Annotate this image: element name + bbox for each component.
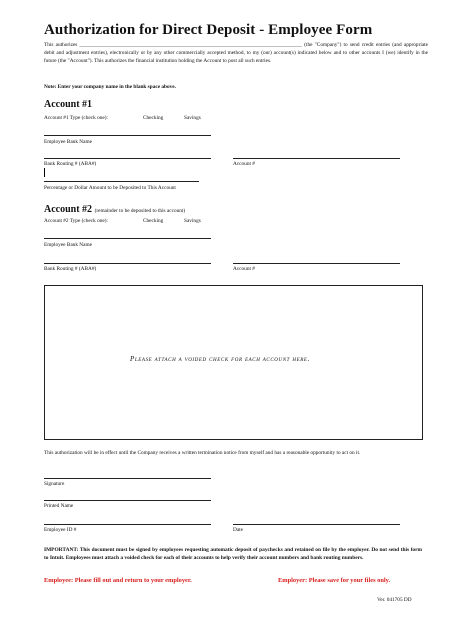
account1-savings-option[interactable]: Savings xyxy=(184,115,201,121)
authorization-terms: This authorization will be in effect until the Company receives a written termination notice from myself and has a reasonable opportunity to act on it. xyxy=(44,450,361,456)
account1-account-number-field[interactable] xyxy=(233,158,400,159)
important-notice: IMPORTANT: This document must be signed by employees requesting automatic deposit of paychecks and retained on file by the employer. Do not send this form to Intuit. Employees must attach a voided check for each of their accounts to help verify their account numbers and bank routing numbers. xyxy=(44,547,422,562)
account1-percent-field[interactable] xyxy=(44,181,199,182)
account1-bank-name-label: Employee Bank Name xyxy=(44,139,92,145)
printed-name-field[interactable] xyxy=(44,500,211,501)
account2-heading-text: Account #2 xyxy=(44,204,93,215)
employee-id-field[interactable] xyxy=(44,524,211,525)
signature-field[interactable] xyxy=(44,478,211,479)
account1-type-label: Account #1 Type (check one): xyxy=(44,115,108,121)
account1-routing-field[interactable] xyxy=(44,158,211,159)
account2-type-label: Account #2 Type (check one): xyxy=(44,218,108,224)
account1-routing-label: Bank Routing # (ABA#) xyxy=(44,161,97,167)
account2-account-number-field[interactable] xyxy=(233,263,400,264)
employer-instruction: Employer: Please save for your files only. xyxy=(278,577,391,584)
account2-bank-name-field[interactable] xyxy=(44,238,211,239)
account2-routing-label: Bank Routing # (ABA#) xyxy=(44,266,97,272)
account2-heading xyxy=(44,204,185,215)
attach-check-instruction: Please attach a voided check for each account here. xyxy=(130,355,310,363)
account1-account-number-label: Account # xyxy=(233,161,255,167)
authorization-intro: This authorizes ____________________________________________________________________________________ (the "Company") to send credit entries (and appropriate debit and adjustment entries), electronically or by any other commercially accepted method, to my (our) account(s) indicated below and to other accounts I (we) identify in the future (the "Account"). This authorizes the financial institution holding the Account to post all such entries. xyxy=(44,42,428,64)
account2-bank-name-label: Employee Bank Name xyxy=(44,242,92,248)
company-name-note: Note: Enter your company name in the blank space above. xyxy=(44,84,176,90)
account2-checking-option[interactable]: Checking xyxy=(143,218,164,224)
text-cursor xyxy=(44,168,45,177)
account1-percent-label: Percentage or Dollar Amount to be Deposited to This Account xyxy=(44,185,176,191)
account1-bank-name-field[interactable] xyxy=(44,135,211,136)
account2-account-number-label: Account # xyxy=(233,266,255,272)
account2-heading-note: (remainder to be deposited to this account) xyxy=(94,208,186,214)
account2-savings-option[interactable]: Savings xyxy=(184,218,201,224)
version-label: Ver. 041705 DD xyxy=(377,597,412,603)
employee-instruction: Employee: Please fill out and return to your employer. xyxy=(44,577,192,584)
date-label: Date xyxy=(233,527,243,533)
date-field[interactable] xyxy=(233,524,400,525)
printed-name-label: Printed Name xyxy=(44,503,74,509)
account1-checking-option[interactable]: Checking xyxy=(143,115,164,121)
employee-id-label: Employee ID # xyxy=(44,527,77,533)
account1-heading: Account #1 xyxy=(44,99,93,110)
signature-label: Signature xyxy=(44,481,65,487)
form-title: Authorization for Direct Deposit - Employee Form xyxy=(44,22,373,38)
account2-routing-field[interactable] xyxy=(44,263,211,264)
